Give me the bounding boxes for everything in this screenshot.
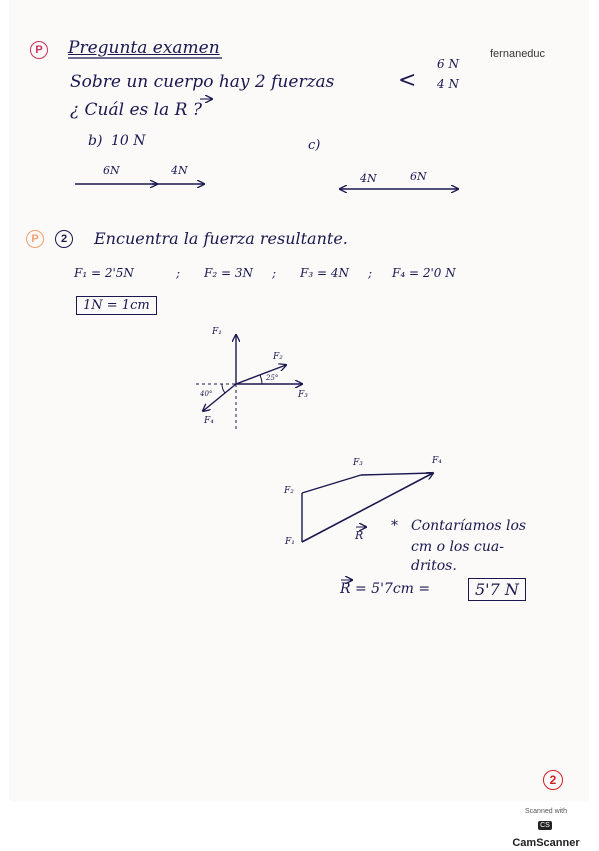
diagram1-angle-arc-25: [260, 375, 262, 384]
force-f3-value: = 4N: [316, 266, 349, 280]
diagram2-f2-label: F₂: [284, 486, 294, 496]
page-number: 2: [543, 770, 563, 790]
option-b-label: b): [88, 133, 103, 149]
note-line-3: dritos.: [411, 558, 457, 574]
option-c-label: c): [308, 138, 321, 153]
diagram2-f3b-segment: [361, 473, 433, 475]
note-line-1: Contaríamos los: [411, 518, 527, 534]
diagram1-f2-label: F₂: [273, 352, 283, 362]
scanner-caption: Scanned with: [524, 808, 568, 815]
diagram2-resultant-vector: [302, 473, 433, 542]
diagram2-f1-label: F₁: [285, 537, 295, 547]
option-b-arrow1-label: 6N: [103, 164, 120, 177]
diagram1-f1-label: F₁: [212, 327, 222, 337]
option-c-arrow2-label: 6N: [410, 170, 427, 183]
p-marker: P: [30, 41, 48, 59]
diagram2-resultant-label: R: [355, 529, 364, 542]
force-f4-value: = 2'0 N: [408, 266, 456, 280]
force-f2-name: F₂: [204, 266, 218, 280]
result-equation: R = 5'7cm =: [340, 581, 431, 597]
diagram1-angle-40: 40°: [200, 390, 213, 398]
diagram1-f2-vector: [236, 365, 286, 384]
question-line-1: Sobre un cuerpo hay 2 fuerzas: [70, 72, 335, 92]
diagram2-f3-segment: [302, 475, 361, 493]
camscanner-icon: CS: [540, 822, 550, 829]
diagram1-f4-vector: [203, 384, 236, 411]
force-f4-name: F₄: [392, 266, 406, 280]
option-b-answer: 10 N: [111, 133, 146, 149]
separator: ;: [272, 266, 277, 280]
force-f2-value: = 3N: [220, 266, 253, 280]
force-f3-name: F₃: [300, 266, 314, 280]
scanner-brand: CamScanner: [512, 837, 580, 849]
diagram1-angle-arc-40: [222, 384, 225, 393]
bracket-symbol: <: [398, 68, 417, 93]
author-watermark: fernaneduc: [490, 48, 546, 60]
separator: ;: [368, 266, 373, 280]
force-b: 4 N: [437, 77, 459, 91]
scale-box: 1N = 1cm: [76, 296, 157, 315]
question-line-2: ¿ Cuál es la R ?: [70, 100, 202, 120]
exam-title: Pregunta examen: [68, 38, 220, 58]
diagram1-f3-label: F₃: [298, 390, 308, 400]
diagram2-f4-label: F₄: [432, 456, 442, 466]
p-marker-orange: P: [26, 230, 44, 248]
diagram2-f3-label: F₃: [353, 458, 363, 468]
exercise-title: Encuentra la fuerza resultante.: [94, 229, 348, 248]
diagram1-f4-label: F₄: [204, 416, 214, 426]
camscanner-logo: [505, 808, 587, 849]
force-a: 6 N: [437, 57, 459, 71]
option-c-arrow1-label: 4N: [360, 172, 377, 185]
option-b-arrow2-label: 4N: [171, 164, 188, 177]
result-answer-box: 5'7 N: [468, 578, 526, 601]
note-line-2: cm o los cua-: [411, 539, 504, 555]
force-f1-name: F₁: [74, 266, 88, 280]
exercise-number: 2: [55, 230, 73, 248]
diagram1-angle-25: 25°: [266, 374, 279, 382]
note-star: *: [391, 518, 398, 534]
separator: ;: [176, 266, 181, 280]
force-f1-value: = 2'5N: [90, 266, 134, 280]
